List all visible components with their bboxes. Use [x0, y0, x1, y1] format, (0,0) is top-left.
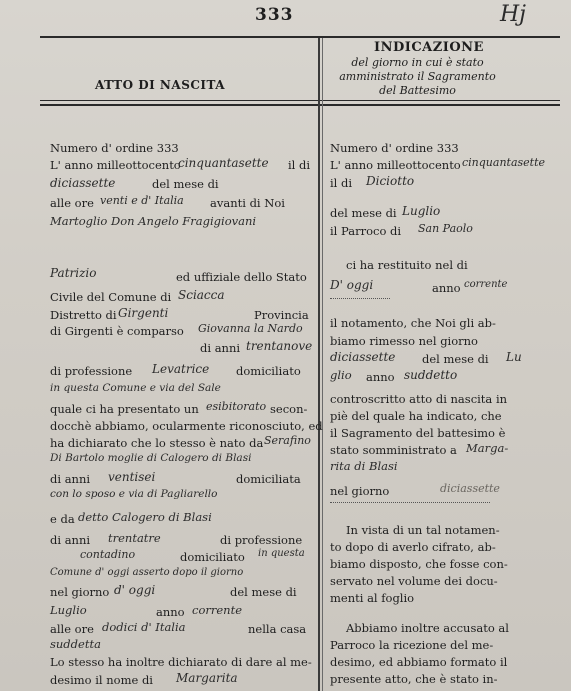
- text-line: In vista di un tal notamen-: [346, 523, 500, 537]
- handwritten-entry: suddetto: [404, 368, 458, 382]
- text-line: nella casa: [248, 622, 307, 636]
- handwritten-entry: Levatrice: [152, 362, 210, 376]
- text-line: anno: [432, 281, 461, 295]
- text-line: servato nel volume dei docu-: [330, 574, 498, 588]
- handwritten-entry: con lo sposo e via di Pagliarello: [50, 488, 218, 500]
- text-line: biamo disposto, che fosse con-: [330, 557, 508, 571]
- corner-mark: Hj: [500, 2, 527, 27]
- handwritten-entry: trentanove: [246, 339, 313, 353]
- text-line: avanti di Noi: [210, 196, 285, 210]
- handwritten-entry: Lu: [506, 350, 522, 364]
- handwritten-entry: rita di Blasi: [330, 459, 398, 473]
- text-line: desimo, ed abbiamo formato il: [330, 655, 508, 669]
- text-line: alle ore: [50, 196, 94, 210]
- header-rule-top: [40, 36, 560, 38]
- text-line: del mese di: [152, 177, 219, 191]
- text-line: desimo il nome di: [50, 673, 153, 687]
- handwritten-entry: d' oggi: [114, 583, 156, 597]
- handwritten-entry: glio: [330, 368, 352, 382]
- text-line: ed uffiziale dello Stato: [176, 270, 307, 284]
- handwritten-entry: Patrizio: [50, 266, 97, 280]
- text-line: domiciliato: [180, 550, 245, 564]
- text-line: ha dichiarato che lo stesso è nato da: [50, 436, 264, 450]
- text-line: Lo stesso ha inoltre dichiarato di dare al me-: [50, 655, 312, 669]
- handwritten-entry: corrente: [464, 279, 508, 290]
- handwritten-entry: in questa: [258, 548, 305, 559]
- handwritten-entry: suddetta: [50, 637, 101, 651]
- text-line: Civile del Comune di: [50, 290, 172, 304]
- handwritten-entry: Sciacca: [178, 288, 225, 302]
- handwritten-entry: Luglio: [402, 204, 441, 218]
- header-rule-bottom: [40, 100, 560, 101]
- handwritten-entry: in questa Comune e via del Sale: [50, 382, 221, 394]
- text-line: menti al foglio: [330, 591, 415, 605]
- text-line: quale ci ha presentato un: [50, 402, 199, 416]
- text-line: nel giorno: [330, 484, 390, 498]
- text-line: L' anno milleottocento: [330, 158, 461, 172]
- text-line: di anni: [50, 472, 91, 486]
- handwritten-entry: dodici d' Italia: [102, 620, 186, 634]
- handwritten-entry: detto Calogero di Blasi: [78, 510, 212, 524]
- column-divider: [318, 38, 320, 691]
- text-line: domiciliata: [236, 472, 301, 486]
- text-line: alle ore: [50, 622, 94, 636]
- order-number: Numero d' ordine 333: [50, 141, 179, 155]
- handwritten-entry: trentatre: [108, 531, 161, 545]
- birth-record-title: ATTO DI NASCITA: [95, 78, 226, 92]
- handwritten-entry: Diciotto: [366, 174, 415, 188]
- text-line: del mese di: [330, 206, 397, 220]
- handwritten-entry: Di Bartolo moglie di Calogero di Blasi: [50, 452, 252, 464]
- indication-subtitle: del giorno in cui è stato amministrato il Sagramento del Battesimo: [339, 56, 496, 97]
- text-line: Parroco la ricezione del me-: [330, 638, 494, 652]
- handwritten-entry: contadino: [80, 548, 136, 561]
- handwritten-entry: diciassette: [50, 176, 116, 190]
- dotted-line: [330, 298, 390, 299]
- text-line: secon-: [270, 402, 308, 416]
- text-line: Provincia: [254, 308, 309, 322]
- text-line: di professione: [50, 364, 133, 378]
- text-line: il notamento, che Noi gli ab-: [330, 316, 496, 330]
- text-line: e da: [50, 512, 75, 526]
- text-line: il di: [330, 176, 353, 190]
- text-line: presente atto, che è stato in-: [330, 672, 498, 686]
- text-line: il Sagramento del battesimo è: [330, 426, 506, 440]
- handwritten-entry: diciassette: [330, 350, 396, 364]
- text-line: del mese di: [422, 352, 489, 366]
- text-line: docchè abbiamo, ocularmente riconosciuto, ed: [50, 419, 323, 433]
- text-line: di anni: [200, 341, 241, 355]
- text-line: anno: [156, 605, 185, 619]
- handwritten-entry: diciassette: [440, 482, 500, 495]
- handwritten-entry: esibitorato: [206, 400, 267, 413]
- handwritten-entry: Serafino: [264, 434, 311, 447]
- handwritten-entry: Girgenti: [118, 306, 169, 320]
- header-rule-bottom-2: [40, 104, 560, 106]
- handwritten-entry: Martoglio Don Angelo Fragigiovani: [50, 214, 257, 228]
- text-line: to dopo di averlo cifrato, ab-: [330, 540, 496, 554]
- handwritten-entry: Luglio: [50, 603, 87, 617]
- text-line: L' anno milleottocento: [50, 158, 181, 172]
- handwritten-entry: D' oggi: [330, 278, 374, 292]
- text-line: piè del quale ha indicato, che: [330, 409, 502, 423]
- handwritten-entry: venti e d' Italia: [100, 194, 184, 207]
- handwritten-entry: Marga-: [466, 441, 509, 455]
- handwritten-entry: Margarita: [176, 671, 238, 685]
- dotted-line: [330, 502, 490, 503]
- handwritten-entry: Comune d' oggi asserto dopo il giorno: [50, 567, 244, 578]
- handwritten-entry: San Paolo: [418, 222, 473, 235]
- text-line: di professione: [220, 533, 303, 547]
- handwritten-entry: ventisei: [108, 470, 156, 484]
- handwritten-entry: Giovanna la Nardo: [198, 322, 303, 335]
- text-line: biamo rimesso nel giorno: [330, 334, 478, 348]
- column-divider-inner: [322, 38, 323, 691]
- handwritten-entry: cinquantasette: [178, 156, 269, 170]
- text-line: di Girgenti è comparso: [50, 324, 184, 338]
- text-line: il Parroco di: [330, 224, 402, 238]
- text-line: Distretto di: [50, 308, 117, 322]
- text-line: di anni: [50, 533, 91, 547]
- text-line: domiciliato: [236, 364, 301, 378]
- text-line: nel giorno: [50, 585, 110, 599]
- text-line: il di: [288, 158, 311, 172]
- text-line: del mese di: [230, 585, 297, 599]
- text-line: ci ha restituito nel di: [346, 258, 468, 272]
- page-number: 333: [255, 5, 294, 25]
- handwritten-entry: corrente: [192, 603, 242, 617]
- text-line: anno: [366, 370, 395, 384]
- handwritten-entry: cinquantasette: [462, 156, 546, 169]
- text-line: Abbiamo inoltre accusato al: [346, 621, 509, 635]
- order-number: Numero d' ordine 333: [330, 141, 459, 155]
- text-line: controscritto atto di nascita in: [330, 392, 508, 406]
- indication-title: INDICAZIONE: [374, 40, 484, 55]
- text-line: stato somministrato a: [330, 443, 457, 457]
